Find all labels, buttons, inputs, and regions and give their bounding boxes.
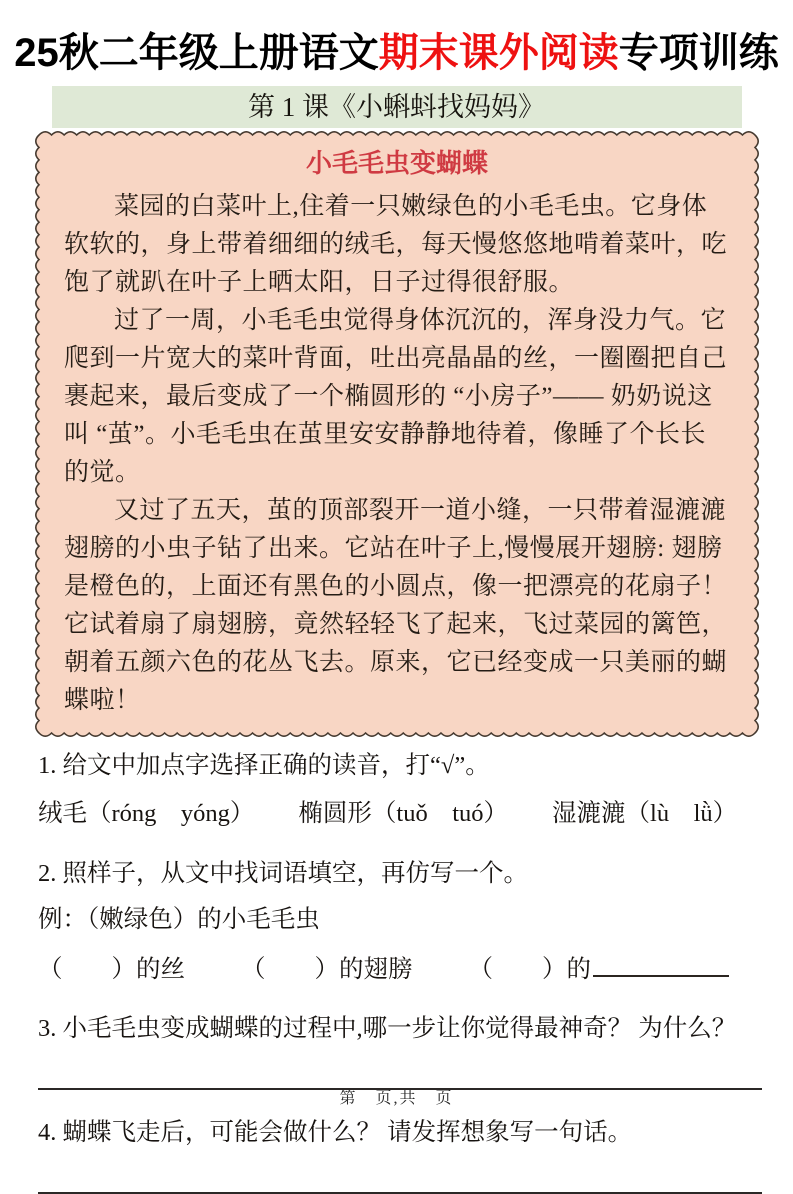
pinyin-option-word: 湿漉漉 — [552, 800, 626, 827]
passage-title: 小毛毛虫变蝴蝶 — [305, 149, 488, 178]
question-2-example: 例：（嫩绿色）的小毛毛虫 — [38, 906, 320, 933]
fill-blank-item: （ ）的丝 — [38, 956, 185, 983]
question-1-options-row — [38, 797, 764, 831]
lesson-banner — [52, 86, 742, 128]
answer-line — [38, 1164, 762, 1194]
question-2-blanks-row — [38, 947, 764, 988]
pinyin-option-choices: （tuǒ tuó） — [371, 800, 509, 827]
passage-paragraph: 过了一周，小毛毛虫觉得身体沉沉的，浑身没力气。它爬到一片宽大的菜叶背面，吐出亮晶晶的丝，一圈圈把自己裹起来，最后变成了一个椭圆形的 “小房子”—— 奶奶说这叫 “茧”。小毛毛虫在茧里安安静静地待着，像睡了个长长的觉。 — [64, 307, 728, 486]
page-title-highlight: 期末课外阅读 — [378, 31, 619, 75]
page-title-suffix: 专项训练 — [618, 31, 779, 75]
question-4-prompt: 4. 蝴蝶飞走后，可能会做什么？ 请发挥想象写一句话。 — [38, 1119, 633, 1146]
pinyin-option — [552, 797, 737, 831]
passage-content — [64, 146, 730, 720]
passage-paragraph: 菜园的白菜叶上,住着一只嫩绿色的小毛毛虫。它身体软软的，身上带着细细的绒毛，每天慢悠悠地啃着菜叶，吃饱了就趴在叶子上晒太阳，日子过得很舒服。 — [64, 193, 728, 296]
question-3-prompt: 3. 小毛毛虫变成蝴蝶的过程中,哪一步让你觉得最神奇？ 为什么？ — [38, 1015, 737, 1042]
page-title-prefix: 25秋二年级上册语文 — [14, 31, 379, 75]
fill-blank-item-label: （ ）的 — [468, 956, 591, 983]
page-title — [0, 0, 793, 80]
passage-box — [34, 130, 760, 738]
fill-blank-item: （ ）的翅膀 — [241, 956, 413, 983]
pinyin-option — [298, 797, 508, 831]
pinyin-option-choices: （lù lǜ） — [625, 800, 738, 827]
lesson-banner-label: 第 1 课《小蝌蚪找妈妈》 — [248, 92, 545, 122]
questions-section — [38, 749, 764, 1194]
page-footer: 第 页,共 页 — [339, 1090, 454, 1107]
question-1-prompt: 1. 给文中加点字选择正确的读音，打“√”。 — [38, 752, 490, 779]
write-in-blank-line — [593, 947, 729, 977]
pinyin-option — [38, 797, 254, 831]
pinyin-option-choices: （róng yóng） — [87, 800, 255, 827]
pinyin-option-word: 绒毛 — [38, 800, 87, 827]
question-2-prompt: 2. 照样子，从文中找词语填空，再仿写一个。 — [38, 860, 528, 887]
pinyin-option-word: 椭圆形 — [298, 800, 372, 827]
fill-blank-item — [469, 947, 730, 988]
passage-paragraph: 又过了五天，茧的顶部裂开一道小缝，一只带着湿漉漉翅膀的小虫子钻了出来。它站在叶子上,慢慢展开翅膀: 翅膀是橙色的，上面还有黑色的小圆点，像一把漂亮的花扇子！它试着扇了扇翅膀，竟然轻轻飞了起来，飞过菜园的篱笆，朝着五颜六色的花丛飞去。原来，它已经变成一只美丽的蝴蝶啦！ — [64, 497, 728, 714]
